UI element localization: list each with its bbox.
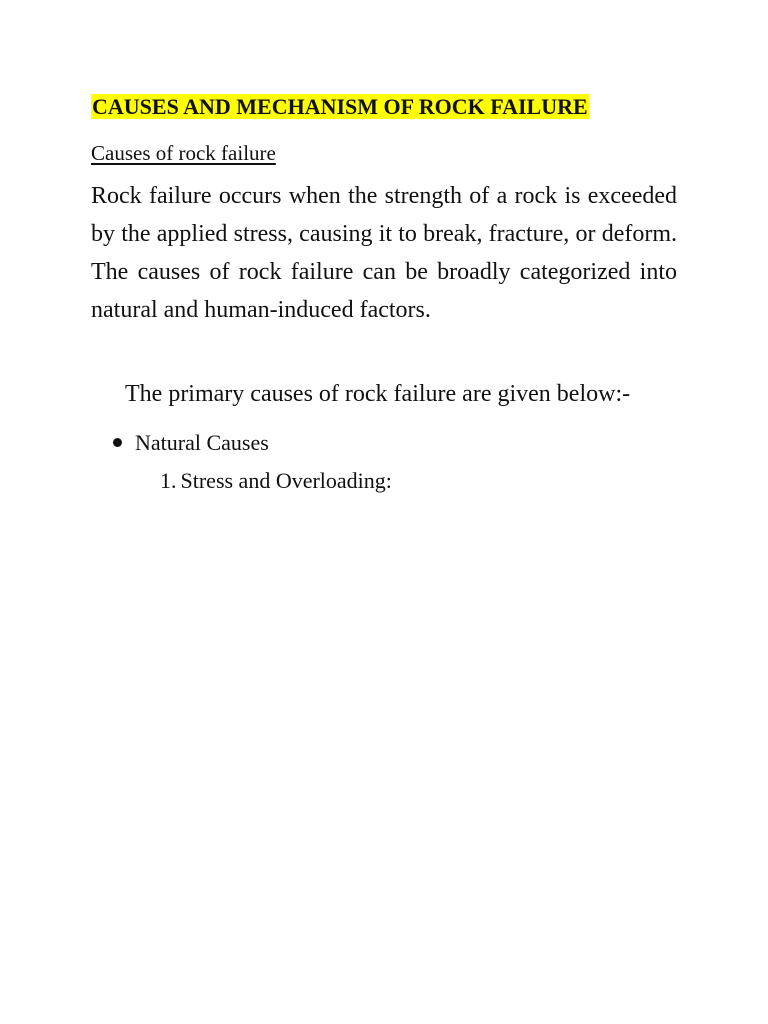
body-paragraph: Rock failure occurs when the strength of a rock is exceeded by the applied stress, causing it to break, fracture, or deform. The causes of rock failure can be broadly categorized into natural and human-induced factors.	[91, 183, 677, 323]
document-title	[91, 92, 589, 122]
bullet-item-natural-causes	[113, 428, 269, 458]
numbered-item-stress-overloading	[160, 466, 392, 496]
list-intro: The primary causes of rock failure are given below:-	[125, 381, 631, 407]
section-subtitle: Causes of rock failure	[91, 141, 276, 165]
item-label: Stress and Overloading:	[180, 468, 392, 493]
bullet-icon	[113, 438, 122, 447]
bullet-label: Natural Causes	[135, 430, 269, 455]
title-highlight: CAUSES AND MECHANISM OF ROCK FAILURE	[92, 94, 588, 119]
item-number: 1.	[160, 468, 177, 493]
